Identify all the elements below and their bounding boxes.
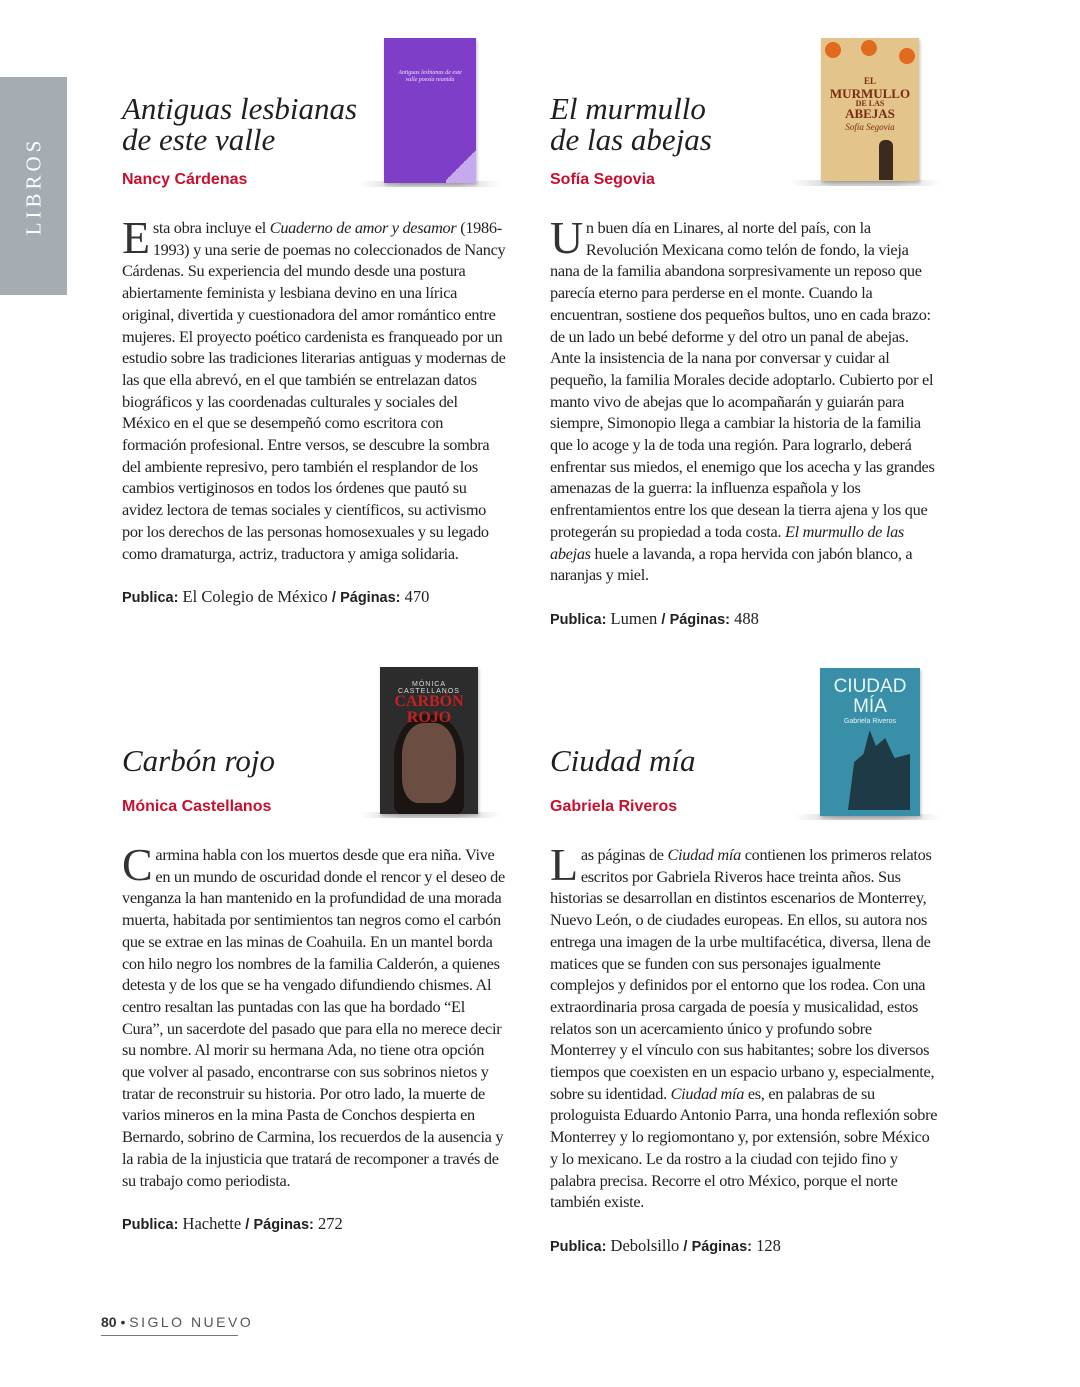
review-meta (122, 587, 507, 607)
review-author: Gabriela Riveros (550, 798, 678, 815)
title-line: de este valle (122, 122, 276, 157)
body-italic: Ciudad mía (670, 1083, 745, 1103)
publisher: Debolsillo (610, 1235, 680, 1255)
publisher-label: Publica: (550, 1238, 607, 1255)
publisher: Lumen (610, 608, 658, 628)
body-italic: Cuaderno de amor y desamor (269, 218, 457, 237)
cover-text: Antiguas lesbianas de este valle poesía reunida (398, 70, 462, 83)
cover-author: Gabriela Riveros (843, 718, 897, 725)
review-ciudad-mia (550, 745, 940, 1256)
drop-cap: U (550, 212, 583, 263)
cover-fold (446, 147, 476, 183)
book-cover-carbon-rojo (380, 667, 478, 814)
body-text: es, en palabras de su prologuista Eduardo Antonio Parra, una honda reflexión sobre Monterrey y lo regiomontano y, por extensión, sobre México y lo mexicano. Le da rostro a la ciudad con tejido fino y palabra precisa. Recorre el otro México, porque el norte también existe. (550, 1083, 938, 1212)
separator: / (683, 1238, 688, 1255)
book-cover-ciudad-mia (820, 668, 920, 816)
body-text: huele a lavanda, a ropa hervida con jabón blanco, a naranjas y miel. (550, 543, 913, 585)
pages-count: 488 (734, 608, 759, 628)
review-body (550, 839, 940, 1213)
pages-count: 272 (318, 1214, 343, 1234)
title-line: Ciudad mía (550, 743, 696, 778)
drop-cap: C (122, 839, 153, 890)
city-silhouette (848, 730, 910, 810)
separator: / (661, 611, 666, 628)
body-text: as páginas de (580, 845, 668, 864)
cover-title: CARBÓN (394, 693, 464, 710)
title-line: Carbón rojo (122, 743, 276, 778)
cover-author: Sofía Segovia (845, 122, 895, 132)
review-meta (550, 1236, 940, 1256)
review-meta (122, 1214, 507, 1234)
title-line: Antiguas lesbianas (122, 91, 358, 126)
section-tab (0, 77, 67, 295)
cover-title: DE LAS (855, 99, 885, 108)
body-text: contienen los primeros relatos escritos por Gabriela Riveros hace treinta años. Sus historias se desarrollan en distintos escenarios de Monterrey, Nuevo León, o de ciudades europeas. En ellos, su autora nos entrega una imagen de la urbe multifacética, diversa, llena de matices que se funden con sus personajes igualmente complejos y definidos por el entorno que los rodea. Con una extraordinaria prosa cargada de poesía y musicalidad, estos relatos son un acercamiento único y profundo sobre Monterrey y el vínculo con sus habitantes; sobre los diversos tiempos que coexisten en un espacio urbano y, especialmente, sobre su identidad. (550, 845, 935, 1103)
orange-shape (825, 42, 841, 58)
body-text: n buen día en Linares, al norte del país, con la Revolución Mexicana como telón de fondo, la vieja nana de la familia abandona sorpresivamente un reposo que parecía eterno para perderse en el monte. Cuando la encuentran, sostiene dos pequeños bultos, uno en cada brazo: de un lado un bebé deforme y del otro un panal de abejas. Ante la insistencia de la nana por conversar y cuidar al pequeño, la familia Morales decide adoptarlo. Cubierto por el manto vivo de abejas que lo acompañarán y guiarán para siempre, Simonopio llega a cambiar la historia de la familia que lo acoge y la de toda una región. Para lograrlo, deberá enfrentar sus miedos, el enemigo que los acecha y las grandes amenazas de la guerra: la influenza española y los enfrentamientos entre los que desean la tierra ajena y los que protegerán su propiedad a toda costa. (550, 218, 935, 541)
pages-label: Páginas: (669, 611, 730, 628)
publisher-label: Publica: (550, 611, 607, 628)
cover-title: MÍA (853, 696, 887, 717)
cover-author: MÓNICA CASTELLANOS (398, 681, 460, 695)
title-line: de las abejas (550, 122, 712, 157)
review-author: Mónica Castellanos (122, 798, 272, 815)
review-body (122, 212, 507, 564)
face-shape (402, 723, 456, 803)
publisher: Hachette (182, 1214, 242, 1234)
title-line: El murmullo (550, 91, 706, 126)
cover-title: ABEJAS (845, 106, 895, 121)
page-footer (101, 1314, 253, 1330)
drop-cap: L (550, 839, 578, 890)
cover-title: ROJO (406, 709, 452, 726)
publisher-label: Publica: (122, 1217, 179, 1234)
body-italic: El murmullo de las abejas (550, 521, 904, 563)
pages-label: Páginas: (340, 590, 401, 607)
cover-title: CIUDAD (833, 676, 907, 697)
page-number: 80 (101, 1314, 117, 1330)
orange-shape (861, 40, 877, 56)
review-carbon-rojo (122, 745, 507, 1234)
book-cover-antiguas-lesbianas (384, 38, 476, 183)
review-author: Nancy Cárdenas (122, 171, 248, 188)
cover-title: EL (863, 76, 876, 86)
pages-count: 470 (404, 587, 430, 607)
separator: / (331, 590, 336, 607)
book-cover-el-murmullo (821, 38, 919, 181)
body-italic: Ciudad mía (667, 845, 741, 864)
body-text: armina habla con los muertos desde que era niña. Vive en un mundo de oscuridad donde el rencor y el deseo de venganza la han mantenido en la profundidad de una morada muerta, habitada por sentimientos tan negros como el carbón que se extrae en las minas de Coahuila. En un mantel borda con hilo negro los nombres de la familia Calderón, a quienes detesta y de los que se ha vengado difundiendo chismes. Al centro resaltan las puntadas con las que ha bordado “El Cura”, un sacerdote del pasado que para ella no merece decir su nombre. Al morir su hermana Ada, no tiene otra opción que volver al pasado, encontrarse con sus sobrinos nietos y tratar de reconstruir su historia. Por otro lado, la muerte de varios mineros en la mina Pasta de Conchos despierta en Bernardo, sobrino de Carmina, los recuerdos de la ausencia y la rabia de la injusticia que tratará de recomponer a través de su trabajo como periodista. (122, 845, 505, 1190)
publisher: El Colegio de México (182, 587, 328, 607)
body-text: (1986-1993) y una serie de poemas no coleccionados de Nancy Cárdenas. Su experiencia del mundo desde una postura abiertamente feminista y lesbiana devino en una lírica original, divertida y cuestionadora del amor romántico entre mujeres. El proyecto poético cardenista es franqueado por un estudio sobre las tradiciones literarias antiguas y modernas de las que ella abrevó, en el que también se entrelazan datos biográficos y las coordenadas culturales y sociales del México en el que se desempeñó como escritora con formación profesional. Entre versos, se descubre la sombra del ambiente represivo, pero también el resplandor de los cambios vertiginosos en todos los órdenes que pautó su avidez lectora de temas sociales y científicos, su activismo por los derechos de las personas homosexuales y su legado como dramaturga, actriz, traductora y amiga solidaria. (122, 218, 506, 563)
publisher-label: Publica: (122, 590, 179, 607)
review-body (122, 839, 507, 1191)
review-body (550, 212, 940, 586)
separator: / (245, 1217, 250, 1234)
section-label: LIBROS (21, 136, 45, 236)
review-author: Sofía Segovia (550, 171, 655, 188)
footer-bullet: • (120, 1314, 126, 1330)
footer-rule (101, 1335, 238, 1336)
review-meta (550, 609, 940, 629)
child-figure (879, 140, 893, 180)
pages-label: Páginas: (253, 1217, 314, 1234)
pages-label: Páginas: (691, 1238, 752, 1255)
cover-title: MURMULLO (829, 86, 911, 101)
body-text: sta obra incluye el (152, 218, 270, 237)
orange-shape (899, 48, 915, 64)
drop-cap: E (122, 212, 150, 263)
pages-count: 128 (756, 1235, 781, 1255)
magazine-name: SIGLO NUEVO (129, 1314, 254, 1330)
